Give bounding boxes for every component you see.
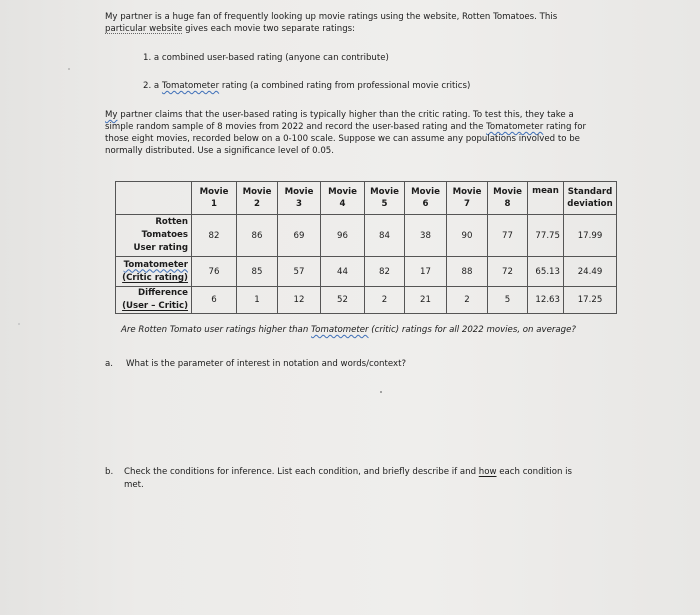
table-row-difference bbox=[116, 287, 617, 314]
table-cell: 69 bbox=[278, 215, 321, 257]
row-label: Difference (User – Critic) bbox=[116, 287, 192, 314]
column-header: Movie 2 bbox=[237, 182, 278, 215]
table-cell: 57 bbox=[278, 257, 321, 287]
table-cell-sd: 17.99 bbox=[564, 215, 617, 257]
column-header: Movie 1 bbox=[192, 182, 237, 215]
part-a-question: What is the parameter of interest in notation and words/context? bbox=[126, 359, 407, 369]
paper-speck bbox=[380, 391, 382, 393]
row-label: Tomatometer (Critic rating) bbox=[116, 257, 192, 287]
research-question: Are Rotten Tomato user ratings higher than Tomatometer (critic) ratings for all 2022 movies, on average? bbox=[121, 325, 576, 335]
table-corner-cell bbox=[116, 182, 192, 215]
table-row-user-rating bbox=[116, 215, 617, 257]
claim-line-3: those eight movies, recorded below on a 0-100 scale. Suppose we can assume any populations involved to be bbox=[105, 134, 580, 144]
table-cell: 86 bbox=[237, 215, 278, 257]
column-header-mean: mean bbox=[528, 182, 564, 215]
table-cell: 84 bbox=[365, 215, 405, 257]
paper-speck bbox=[68, 68, 70, 70]
table-cell: 88 bbox=[447, 257, 488, 287]
part-b-marker: b. bbox=[105, 467, 114, 477]
column-header: Movie 5 bbox=[365, 182, 405, 215]
claim-line-1: My partner claims that the user-based rating is typically higher than the critic rating. To test this, they take a bbox=[105, 110, 574, 120]
column-header: Movie 3 bbox=[278, 182, 321, 215]
part-b-question-line-2: met. bbox=[124, 480, 144, 490]
table-cell: 2 bbox=[365, 287, 405, 314]
column-header: Movie 8 bbox=[488, 182, 528, 215]
table-cell: 82 bbox=[365, 257, 405, 287]
table-cell: 52 bbox=[321, 287, 365, 314]
claim-line-2: simple random sample of 8 movies from 2022 and record the user-based rating and the Tomatometer rating for bbox=[105, 122, 587, 132]
table-cell: 90 bbox=[447, 215, 488, 257]
table-cell: 85 bbox=[237, 257, 278, 287]
claim-line-4: normally distributed. Use a significance level of 0.05. bbox=[105, 146, 334, 156]
column-header: Movie 6 bbox=[405, 182, 447, 215]
table-cell: 5 bbox=[488, 287, 528, 314]
table-cell: 82 bbox=[192, 215, 237, 257]
column-header: Movie 7 bbox=[447, 182, 488, 215]
table-header-row bbox=[116, 182, 617, 215]
table-cell: 38 bbox=[405, 215, 447, 257]
table-cell: 2 bbox=[447, 287, 488, 314]
rating-item-2: 2. a Tomatometer rating (a combined rating from professional movie critics) bbox=[143, 81, 471, 91]
table-cell: 76 bbox=[192, 257, 237, 287]
intro-underlined-phrase: particular website bbox=[105, 24, 183, 34]
table-cell-mean: 12.63 bbox=[528, 287, 564, 314]
table-cell: 21 bbox=[405, 287, 447, 314]
table-cell: 6 bbox=[192, 287, 237, 314]
part-a-marker: a. bbox=[105, 359, 113, 369]
rating-item-1: 1. a combined user-based rating (anyone can contribute) bbox=[143, 53, 389, 63]
table-cell: 72 bbox=[488, 257, 528, 287]
table-cell: 12 bbox=[278, 287, 321, 314]
intro-line-2: particular website gives each movie two separate ratings: bbox=[105, 24, 356, 34]
row-label: Rotten Tomatoes User rating bbox=[116, 215, 192, 257]
table-row-critic-rating bbox=[116, 257, 617, 287]
table-cell: 44 bbox=[321, 257, 365, 287]
paper-speck bbox=[18, 323, 20, 325]
ratings-table bbox=[115, 181, 617, 314]
table-cell-sd: 17.25 bbox=[564, 287, 617, 314]
table-cell: 17 bbox=[405, 257, 447, 287]
table-cell-mean: 65.13 bbox=[528, 257, 564, 287]
part-b-question-line-1: Check the conditions for inference. List each condition, and briefly describe if and how each condition is bbox=[124, 467, 573, 477]
table-cell: 77 bbox=[488, 215, 528, 257]
column-header: Movie 4 bbox=[321, 182, 365, 215]
table-cell-mean: 77.75 bbox=[528, 215, 564, 257]
column-header-sd: Standard deviation bbox=[564, 182, 617, 215]
intro-line-1: My partner is a huge fan of frequently looking up movie ratings using the website, Rotten Tomatoes. This bbox=[105, 12, 558, 22]
table-cell-sd: 24.49 bbox=[564, 257, 617, 287]
table-cell: 96 bbox=[321, 215, 365, 257]
table-cell: 1 bbox=[237, 287, 278, 314]
